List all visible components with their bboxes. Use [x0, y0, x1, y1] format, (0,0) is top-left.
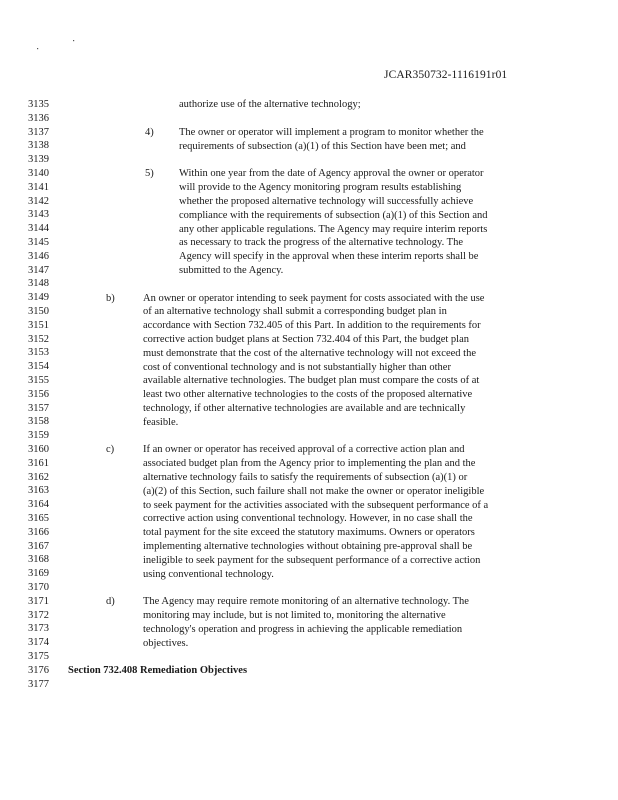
- document-id-header: JCAR350732-1116191r01: [384, 69, 508, 81]
- subsection-d-line: objectives.: [143, 637, 189, 649]
- line-number: 3163: [28, 485, 49, 497]
- line-number: 3142: [28, 195, 49, 207]
- line-number: 3155: [28, 375, 49, 386]
- line-number: 3169: [28, 568, 49, 580]
- line-number: 3152: [28, 333, 49, 345]
- subsection-c-line: total payment for the site exceed the statutory maximums. Owners or operators: [143, 527, 475, 539]
- line-number: 3156: [28, 388, 49, 400]
- subsection-b-label: b): [106, 292, 115, 304]
- subsection-b-line: least two other alternative technologies to the costs of the proposed alternative: [143, 389, 473, 401]
- line-3135-text: authorize use of the alternative technology;: [179, 99, 361, 110]
- subsection-c-line: implementing alternative technologies without obtaining pre-approval shall be: [143, 541, 473, 552]
- line-number: 3136: [28, 112, 49, 124]
- subsection-d-line: The Agency may require remote monitoring of an alternative technology. The: [143, 596, 469, 608]
- line-number: 3157: [28, 402, 49, 414]
- line-number: 3151: [28, 319, 49, 331]
- line-number: 3162: [28, 471, 49, 483]
- line-number: 3176: [28, 664, 49, 676]
- line-number: 3175: [28, 651, 49, 662]
- line-number: 3145: [28, 237, 49, 248]
- subsection-c-label: c): [106, 444, 115, 456]
- line-number: 3159: [28, 430, 49, 442]
- item-5-line: whether the proposed alternative technology will successfully achieve: [179, 196, 474, 207]
- line-number: 3171: [28, 595, 49, 607]
- line-number: 3177: [28, 678, 49, 690]
- item-4-label: 4): [145, 127, 154, 138]
- subsection-c-line: associated budget plan from the Agency prior to implementing the plan and the: [143, 458, 476, 470]
- line-number: 3140: [28, 168, 49, 179]
- subsection-c-line: If an owner or operator has received approval of a corrective action plan and: [143, 444, 465, 456]
- line-number: 3165: [28, 513, 49, 524]
- line-number: 3164: [28, 499, 49, 511]
- subsection-b-line: of an alternative technology shall submit a corresponding budget plan in: [143, 306, 447, 318]
- line-number: 3137: [28, 126, 49, 138]
- subsection-c-line: to seek payment for the activities associated with the subsequent performance of a: [143, 499, 489, 511]
- subsection-c-line: corrective action using conventional technology. However, in no case shall the: [143, 513, 473, 525]
- item-5-line: any other applicable regulations. The Agency may require interim reports: [179, 223, 488, 235]
- subsection-b-line: corrective action budget plans at Section 732.404 of this Part, the budget plan: [143, 334, 470, 345]
- line-number: 3173: [28, 623, 49, 635]
- line-number: 3161: [28, 457, 49, 469]
- line-number: 3167: [28, 540, 49, 552]
- subsection-b-line: An owner or operator intending to seek payment for costs associated with the use: [143, 292, 485, 304]
- line-number: 3172: [28, 609, 49, 621]
- section-heading: Section 732.408 Remediation Objectives: [68, 665, 248, 677]
- item-5-line: as necessary to track the progress of the alternative technology. The: [179, 237, 463, 249]
- line-number: 3146: [28, 250, 49, 262]
- line-number: 3154: [28, 361, 49, 373]
- item-5-line: will provide to the Agency monitoring program results establishing: [179, 182, 462, 194]
- item-5-line: Agency will specify in the approval when these interim reports shall be: [179, 251, 479, 263]
- line-number: 3138: [28, 140, 49, 152]
- subsection-b-line: cost of conventional technology and is not substantially higher than other: [143, 361, 451, 373]
- subsection-c-line: alternative technology fails to satisfy the requirements of subsection (a)(1) or: [143, 472, 468, 483]
- subsection-c-line: using conventional technology.: [143, 568, 274, 580]
- subsection-d-line: monitoring may include, but is not limited to, monitoring the alternative: [143, 610, 446, 621]
- subsection-b-line: available alternative technologies. The budget plan must compare the costs of at: [143, 375, 480, 387]
- item-5-line: Within one year from the date of Agency approval the owner or operator: [179, 168, 484, 180]
- item-4-line: The owner or operator will implement a program to monitor whether the: [179, 127, 484, 138]
- item-5-line: compliance with the requirements of subsection (a)(1) of this Section and: [179, 209, 488, 221]
- subsection-b-line: accordance with Section 732.405 of this Part. In addition to the requirements for: [143, 320, 481, 332]
- line-number: 3148: [28, 278, 49, 290]
- line-number: 3160: [28, 444, 49, 455]
- line-number: 3144: [28, 223, 49, 235]
- line-number: 3158: [28, 416, 49, 428]
- subsection-c-line: (a)(2) of this Section, such failure shall not make the owner or operator ineligible: [143, 485, 485, 497]
- line-number: 3139: [28, 154, 49, 166]
- item-5-label: 5): [145, 168, 154, 180]
- subsection-c-line: ineligible to seek payment for the subsequent performance of a corrective action: [143, 554, 481, 566]
- line-number: 3174: [28, 637, 49, 649]
- item-5-line: submitted to the Agency.: [179, 265, 284, 276]
- line-number: 3168: [28, 554, 49, 566]
- subsection-b-line: feasible.: [143, 416, 179, 428]
- line-number: 3166: [28, 526, 49, 538]
- line-number: 3150: [28, 306, 49, 317]
- line-number: 3143: [28, 209, 49, 221]
- line-number: 3170: [28, 582, 49, 593]
- line-number: 3135: [28, 99, 49, 110]
- subsection-b-line: must demonstrate that the cost of the alternative technology will not exceed the: [143, 347, 476, 359]
- line-number: 3141: [28, 181, 49, 193]
- subsection-d-label: d): [106, 596, 115, 608]
- line-number: 3153: [28, 347, 49, 359]
- line-number: 3149: [28, 292, 49, 304]
- subsection-d-line: technology's operation and progress in achieving the applicable remediation: [143, 623, 463, 635]
- line-number: 3147: [28, 264, 49, 276]
- subsection-b-line: technology, if other alternative technologies are available and are technically: [143, 403, 466, 414]
- item-4-line: requirements of subsection (a)(1) of this Section have been met; and: [179, 140, 466, 152]
